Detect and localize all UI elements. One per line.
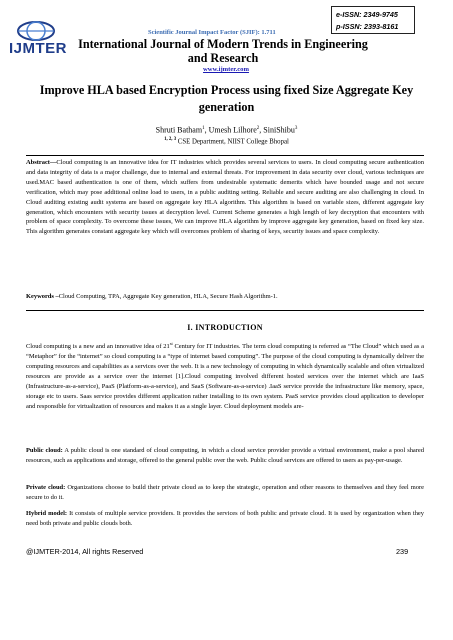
paper-title-line2: generation (198, 100, 255, 114)
private-cloud-label: Private cloud: (26, 484, 66, 491)
journal-website-link[interactable]: www.ijmter.com (203, 66, 249, 73)
abstract (26, 158, 424, 237)
hybrid-model-label: Hybrid model: (26, 510, 68, 517)
keywords-lead: Cloud Computing, (58, 293, 107, 300)
keywords-text: TPA, Aggregate Key generation, HLA, Secure Hash Algorithm-1. (106, 293, 278, 300)
author-name: SiniShibu (263, 125, 295, 135)
page-number: 239 (396, 547, 409, 556)
paper-title-line1: Improve HLA based Encryption Process using fixed Size Aggregate Key (39, 83, 414, 97)
footer-copyright: @IJMTER-2014, All rights Reserved (26, 547, 144, 556)
author-index: 3 (294, 126, 298, 131)
intro-paragraph (26, 339, 424, 411)
top-divider (26, 155, 424, 156)
author-index: 2 (256, 126, 260, 131)
journal-name (78, 37, 368, 65)
journal-name-line1: International Journal of Modern Trends in Engineering (78, 37, 368, 51)
logo-text: IJMTER (8, 40, 67, 57)
impact-factor: Scientific Journal Impact Factor (SJIF): 1.711 (148, 29, 276, 36)
hybrid-model-text: It consists of multiple service providers. It provides the services of both public and private cloud. It is used by organization when they need both private and public clouds both. (26, 510, 424, 527)
affiliation-index: 1, 2, 3 (164, 137, 177, 142)
paper-title (30, 82, 423, 116)
globe-icon (16, 18, 56, 42)
issn-print: p-ISSN: 2393-8161 (336, 22, 399, 31)
section-heading: I. INTRODUCTION (187, 323, 263, 332)
affiliation (30, 135, 423, 146)
abstract-label: Abstract— (26, 159, 57, 166)
keywords-label: Keywords – (26, 293, 59, 300)
hybrid-model-paragraph (26, 509, 424, 529)
issn-electronic: e-ISSN: 2349-9745 (336, 10, 398, 19)
author-index: 1 (202, 126, 205, 131)
journal-name-line2: and Research (187, 51, 259, 65)
intro-text-rest: Century for IT industries. The term cloud computing is referred as “The Cloud” which used as a “Metaphor” for the “internet” so cloud computing is a “type of internet based computing”. The purpose of the cloud computing is dynamically deliver the computing resources and capabilities as a services over the web. It is a new technology of computing in which dynamically scalable and often virtualized resources are provide as a service over the internet [1].Cloud computing involved different hosted services over the internet which are IaaS (Infrastructure-as-a-service), PaaS (Platform-as-a-service), and SaaS (Software-as-a-service) .IaaS service provide the infrastructure like memory, space, storage etc to users. Saas service provides different application rather installing to its own system. PaaS service provides cloud application to developer and responsible for virtualization of resources and makes it as a single layer. Cloud deployment models are- (26, 343, 425, 410)
mid-divider (26, 310, 424, 311)
century-superscript: st (169, 341, 173, 346)
private-cloud-paragraph (26, 483, 424, 503)
issn-box (331, 6, 415, 34)
public-cloud-paragraph (26, 446, 424, 466)
affiliation-text: CSE Department, NIIST College Bhopal (176, 138, 289, 146)
journal-logo (8, 18, 66, 60)
public-cloud-label: Public cloud: (26, 447, 63, 454)
public-cloud-text: A public cloud is one standard of cloud computing, in which a cloud service provider provide a virtual environment, make a pool shared resources, such as applications and storage, offered to the general public over the web. Public cloud services are offered to users as pay-per-usage. (26, 447, 424, 464)
abstract-text: Cloud computing is an innovative idea for IT industries which provides several services to users. In cloud computing secure authentication and data integrity of data is a major challenge, due to internal and external threats. For improvement in data security over cloud, various techniques are used.MAC based authentication is one of them, which suffers from undesirable systematic demerits which have bounded usage and not secure verification, which may pose additional online load to users, in a public auditing setting. Reliable and secure auditing are also challenging in cloud. In Cloud auditing existing audit systems are based on aggregate key HLA algorithm. This algorithm is based on variable sizes, different aggregate key generation, which encounters with security issues at decryption level. Current Scheme generates a high length of key decryption that encounters with problem of space complexity. To overcome these issues, We can improve HLA algorithm by improve aggregate key generation, based on fixed key size. This algorithm generates constant aggregate key which will overcomes problem of sharing of keys, security issues and space complexity. (26, 159, 424, 236)
author-name: Umesh Lilhore (208, 125, 257, 135)
authors: Shruti Batham$^1$, Umesh Lilhore$^2$, SiniShibu$^3$ (155, 125, 298, 135)
intro-text-start: Cloud computing is a new and an innovative idea of 21 (26, 343, 170, 351)
author-name: Shruti Batham (155, 125, 203, 135)
keywords (26, 292, 424, 302)
private-cloud-text: Organizations choose to build their private cloud as to keep the strategic, operation and other reasons to themselves and they feel more secure to do it. (26, 484, 425, 501)
